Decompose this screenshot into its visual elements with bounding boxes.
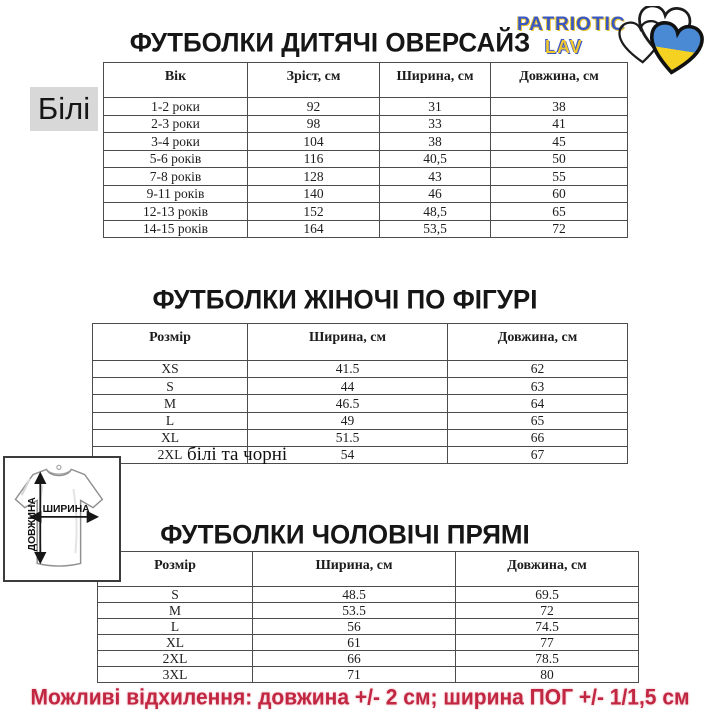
width-arrow-label: ШИРИНА bbox=[42, 503, 90, 515]
column-header-length: Довжина, см bbox=[491, 63, 628, 98]
table-row bbox=[104, 133, 628, 151]
table-cell: 31 bbox=[380, 98, 491, 116]
table-cell: 12-13 років bbox=[104, 203, 248, 221]
table-cell: 14-15 років bbox=[104, 220, 248, 238]
table-cell: 98 bbox=[248, 115, 380, 133]
column-header-size: Розмір bbox=[93, 324, 248, 361]
table-cell: M bbox=[98, 603, 253, 619]
table-cell: XL bbox=[93, 429, 248, 446]
table-cell: 104 bbox=[248, 133, 380, 151]
table-cell: 53.5 bbox=[253, 603, 456, 619]
table-cell: 64 bbox=[448, 395, 628, 412]
table-header-row bbox=[98, 552, 639, 587]
column-header-length: Довжина, см bbox=[456, 552, 639, 587]
table-row bbox=[104, 185, 628, 203]
table-cell: 63 bbox=[448, 378, 628, 395]
table-cell: 69.5 bbox=[456, 587, 639, 603]
table-cell: S bbox=[98, 587, 253, 603]
white-variant-label: Білі bbox=[30, 87, 98, 131]
kids-table-title: ФУТБОЛКИ ДИТЯЧІ ОВЕРСАЙЗ bbox=[129, 26, 531, 58]
table-cell: 2XL bbox=[98, 651, 253, 667]
tolerance-disclaimer: Можливі відхилення: довжина +/- 2 см; ширина ПОГ +/- 1/1,5 см bbox=[30, 685, 690, 710]
women-table-title: ФУТБОЛКИ ЖІНОЧІ ПО ФІГУРІ bbox=[152, 283, 538, 315]
table-cell: 44 bbox=[248, 378, 448, 395]
table-row bbox=[93, 378, 628, 395]
table-row bbox=[93, 361, 628, 378]
table-cell: S bbox=[93, 378, 248, 395]
table-cell: 71 bbox=[253, 667, 456, 683]
table-cell: 77 bbox=[456, 635, 639, 651]
table-cell: 51.5 bbox=[248, 429, 448, 446]
table-cell: 41 bbox=[491, 115, 628, 133]
men-table-title: ФУТБОЛКИ ЧОЛОВІЧІ ПРЯМІ bbox=[160, 518, 530, 550]
table-row bbox=[104, 98, 628, 116]
table-cell: 65 bbox=[448, 412, 628, 429]
table-cell: 1-2 роки bbox=[104, 98, 248, 116]
column-header-length: Довжина, см bbox=[448, 324, 628, 361]
table-header-row bbox=[104, 63, 628, 98]
column-header-size: Розмір bbox=[98, 552, 253, 587]
table-cell: 38 bbox=[491, 98, 628, 116]
table-cell: 2-3 роки bbox=[104, 115, 248, 133]
tshirt-measurement-diagram bbox=[3, 456, 121, 582]
brand-name-patriotic: PATRIOTIC bbox=[517, 14, 626, 35]
table-cell: 128 bbox=[248, 168, 380, 186]
column-header-width: Ширина, см bbox=[248, 324, 448, 361]
women-2xl-colors-note: білі та чорні bbox=[187, 444, 288, 465]
column-header-width: Ширина, см bbox=[253, 552, 456, 587]
table-cell: 65 bbox=[491, 203, 628, 221]
table-cell: 50 bbox=[491, 150, 628, 168]
table-cell: 48.5 bbox=[253, 587, 456, 603]
table-cell: 49 bbox=[248, 412, 448, 429]
men-size-table bbox=[97, 551, 639, 683]
table-cell: 40,5 bbox=[380, 150, 491, 168]
table-cell: 116 bbox=[248, 150, 380, 168]
table-cell: 62 bbox=[448, 361, 628, 378]
table-cell: 66 bbox=[448, 429, 628, 446]
column-header-height: Зріст, см bbox=[248, 63, 380, 98]
hearts-icon bbox=[618, 6, 715, 82]
table-row bbox=[93, 395, 628, 412]
table-row bbox=[98, 667, 639, 683]
table-cell: 5-6 років bbox=[104, 150, 248, 168]
table-cell: 55 bbox=[491, 168, 628, 186]
table-cell: 92 bbox=[248, 98, 380, 116]
table-row bbox=[104, 203, 628, 221]
table-row bbox=[98, 619, 639, 635]
table-row bbox=[98, 603, 639, 619]
table-cell: 72 bbox=[491, 220, 628, 238]
table-row bbox=[93, 412, 628, 429]
table-row bbox=[93, 446, 628, 463]
kids-size-table bbox=[103, 62, 628, 238]
table-row bbox=[98, 651, 639, 667]
column-header-width: Ширина, см bbox=[380, 63, 491, 98]
table-row bbox=[104, 115, 628, 133]
tshirt-icon bbox=[5, 458, 119, 580]
table-row bbox=[104, 150, 628, 168]
table-cell: XL bbox=[98, 635, 253, 651]
table-cell: 53,5 bbox=[380, 220, 491, 238]
table-cell: 56 bbox=[253, 619, 456, 635]
column-header-age: Вік bbox=[104, 63, 248, 98]
table-cell: 46.5 bbox=[248, 395, 448, 412]
brand-name-lav: LAV bbox=[545, 37, 583, 57]
table-cell: L bbox=[98, 619, 253, 635]
table-cell: L bbox=[93, 412, 248, 429]
table-row bbox=[98, 587, 639, 603]
table-row bbox=[98, 635, 639, 651]
table-cell: 72 bbox=[456, 603, 639, 619]
table-cell: 140 bbox=[248, 185, 380, 203]
table-row bbox=[104, 168, 628, 186]
table-cell: 54 bbox=[248, 446, 448, 463]
table-cell: M bbox=[93, 395, 248, 412]
table-cell: 45 bbox=[491, 133, 628, 151]
table-cell: 9-11 років bbox=[104, 185, 248, 203]
table-cell: 78.5 bbox=[456, 651, 639, 667]
table-cell: 46 bbox=[380, 185, 491, 203]
table-cell: 67 bbox=[448, 446, 628, 463]
table-cell: 43 bbox=[380, 168, 491, 186]
table-cell: 60 bbox=[491, 185, 628, 203]
table-row bbox=[104, 220, 628, 238]
table-cell: 7-8 років bbox=[104, 168, 248, 186]
table-cell: XS bbox=[93, 361, 248, 378]
table-cell: 2XL bbox=[93, 446, 248, 463]
length-arrow-label: ДОВЖИНА bbox=[27, 497, 39, 552]
table-cell: 66 bbox=[253, 651, 456, 667]
table-cell: 80 bbox=[456, 667, 639, 683]
table-cell: 3XL bbox=[98, 667, 253, 683]
table-cell: 74.5 bbox=[456, 619, 639, 635]
table-header-row bbox=[93, 324, 628, 361]
table-cell: 61 bbox=[253, 635, 456, 651]
table-cell: 164 bbox=[248, 220, 380, 238]
table-cell: 48,5 bbox=[380, 203, 491, 221]
table-row bbox=[93, 429, 628, 446]
table-cell: 3-4 роки bbox=[104, 133, 248, 151]
table-cell: 33 bbox=[380, 115, 491, 133]
women-size-table bbox=[92, 323, 628, 464]
table-cell: 152 bbox=[248, 203, 380, 221]
table-cell: 41.5 bbox=[248, 361, 448, 378]
table-cell: 38 bbox=[380, 133, 491, 151]
